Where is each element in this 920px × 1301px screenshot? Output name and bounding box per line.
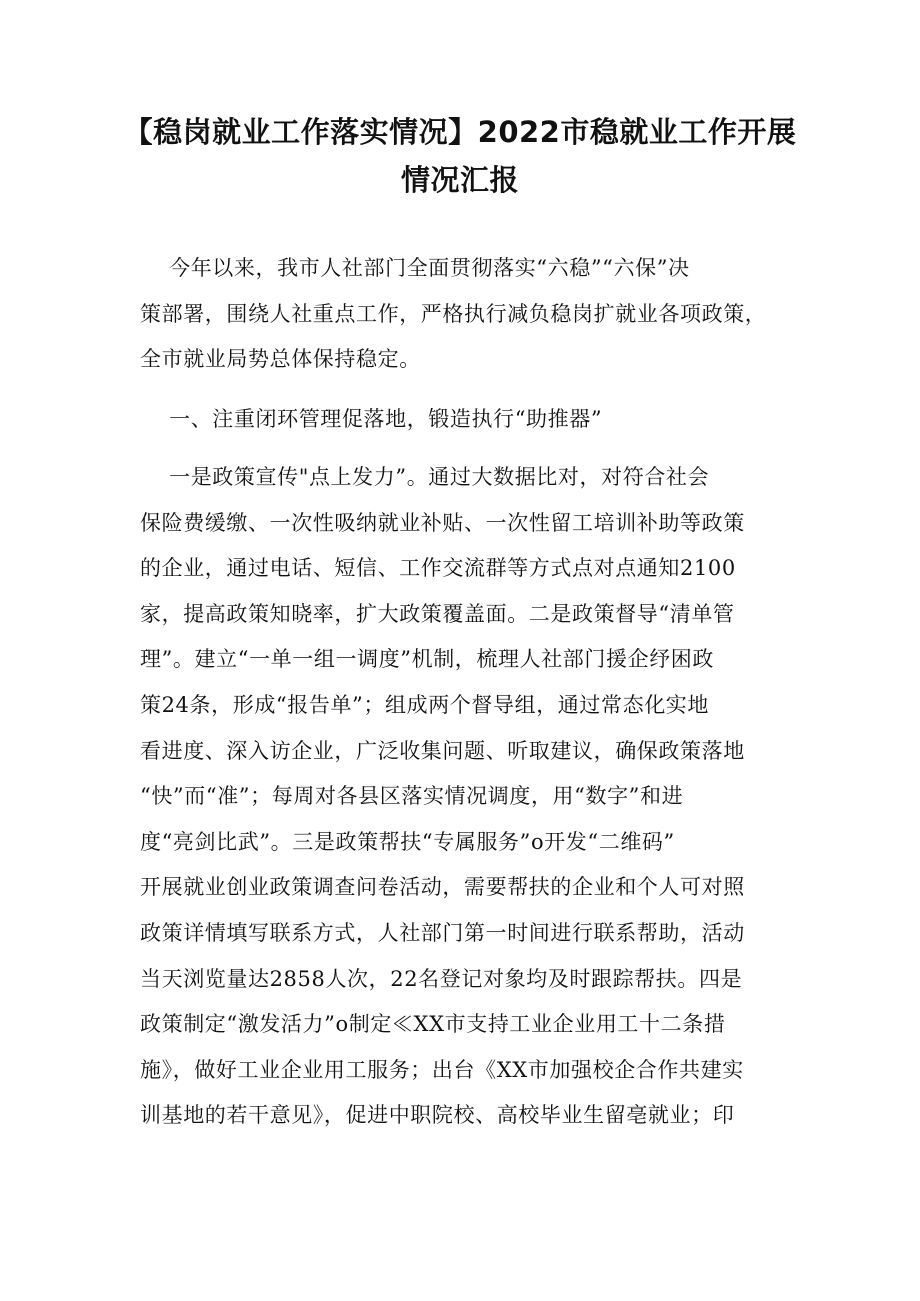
title-line-2: 情况汇报	[400, 163, 519, 197]
body-line: 开展就业创业政策调查问卷活动，需要帮扶的企业和个人可对照	[140, 875, 745, 900]
body-line: “快”而“准”；每周对各县区落实情况调度，用“数字”和进	[140, 784, 684, 809]
body-line: 度“亮剑比武”。三是政策帮扶“专属服务”o开发“二维码”	[140, 829, 675, 854]
body-line: 策24条，形成“报告单”；组成两个督导组，通过常态化实地	[140, 692, 709, 717]
body-line: 当天浏览量达2858人次，22名登记对象均及时跟踪帮扶。四是	[140, 966, 743, 991]
body-line: 训基地的若干意见》，促进中职院校、高校毕业生留亳就业；印	[140, 1103, 735, 1128]
document-title	[120, 108, 800, 204]
section-heading-text: 一、注重闭环管理促落地，锻造执行“助推器”	[140, 407, 603, 431]
body-line: 施》，做好工业企业用工服务；出台《XX市加强校企合作共建实	[140, 1057, 744, 1082]
intro-line: 全市就业局势总体保持稳定。	[140, 347, 421, 372]
intro-line: 今年以来，我市人社部门全面贯彻落实“六稳”“六保”决	[140, 256, 690, 280]
body-line: 保险费缓缴、一次性吸纳就业补贴、一次性留工培训补助等政策	[140, 510, 745, 535]
body-line: 一是政策宣传"点上发力”。通过大数据比对，对符合社会	[140, 465, 710, 489]
body-paragraph	[140, 455, 784, 1139]
body-line: 家，提高政策知晓率，扩大政策覆盖面。二是政策督导“清单管	[140, 601, 735, 626]
body-line: 政策制定“激发活力”o制定≪XX市支持工业企业用工十二条措	[140, 1012, 726, 1037]
intro-paragraph	[140, 246, 784, 383]
section-heading	[140, 397, 784, 443]
body-line: 政策详情填写联系方式，人社部门第一时间进行联系帮助，活动	[140, 920, 745, 945]
body-line: 理”。建立“一单一组一调度”机制，梳理人社部门援企纾困政	[140, 647, 715, 672]
body-line: 看进度、深入访企业，广泛收集问题、听取建议，确保政策落地	[140, 738, 745, 763]
body-line: 的企业，通过电话、短信、工作交流群等方式点对点通知2100	[140, 556, 736, 581]
intro-line: 策部署，围绕人社重点工作，严格执行减负稳岗扩就业各项政策，	[140, 301, 767, 326]
title-line-1: 【稳岗就业工作落实情况】2022市稳就业工作开展	[123, 115, 797, 149]
